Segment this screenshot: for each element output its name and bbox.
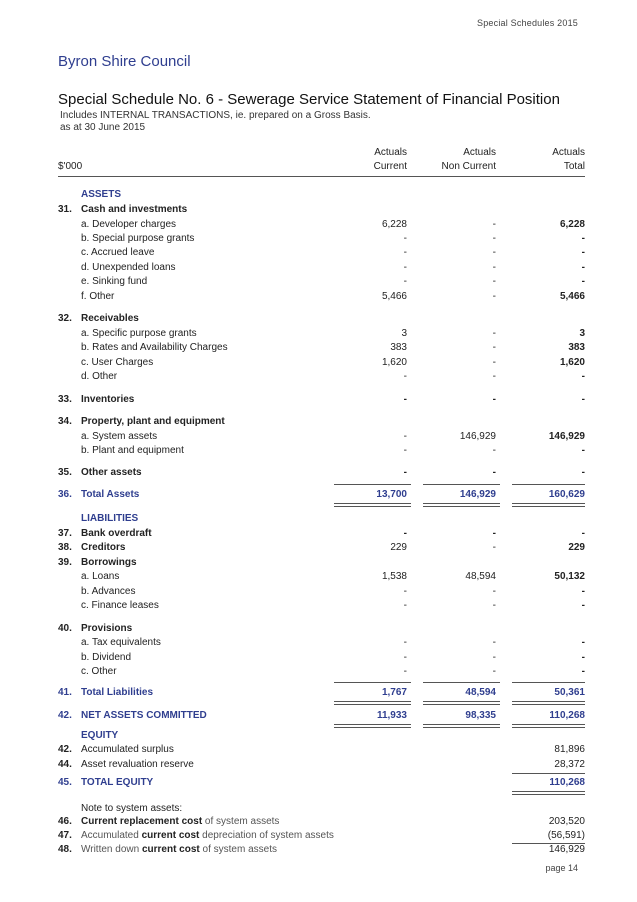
cell-rows-r41-c3: 50,361 [554, 687, 585, 698]
cell-rows-r40a-c2: - [492, 637, 496, 648]
cell-rows-r34a-c2: 146,929 [459, 431, 496, 442]
cell-rows-r40c-c3: - [581, 666, 585, 677]
page-number: page 14 [545, 863, 578, 873]
rule-above-total-liab-c3 [512, 682, 585, 683]
cell-rows-r32c-c1: 1,620 [381, 357, 407, 368]
row-40b [58, 651, 585, 665]
row-34b [58, 444, 585, 458]
cell-rows-r40a-c1: - [403, 637, 407, 648]
cell-rows-r40b-c3: - [581, 652, 585, 663]
cell-rows-r32a-label: a. Specific purpose grants [81, 328, 197, 339]
assets-heading [58, 188, 585, 202]
cell-rows-r38-num: 38. [58, 542, 72, 553]
row-39c [58, 599, 585, 613]
row-31f [58, 290, 585, 304]
cell-rows-r31c-c3: - [581, 247, 585, 258]
cell-rows-r32d-label: d. Other [81, 371, 118, 382]
cell-rows-r41-c1: 1,767 [381, 687, 407, 698]
cell-rows-r39c-label: c. Finance leases [81, 600, 159, 611]
cell-rows-r31a-label: a. Developer charges [81, 219, 177, 230]
cell-note-r48-num: 48. [58, 844, 72, 855]
cell-rows-r31a-c1: 6,228 [381, 219, 407, 230]
cell-rows-r34b-label: b. Plant and equipment [81, 445, 184, 456]
cell-rows-r32d-c3: - [581, 371, 585, 382]
cell-rows-r37-c2: - [492, 528, 496, 539]
cell-note-r47-post: depreciation of system assets [199, 830, 334, 841]
unit-label: $'000 [58, 161, 83, 172]
row-32c [58, 356, 585, 370]
cell-rows-r32c-c2: - [492, 357, 496, 368]
cell-rows-r45-num: 45. [58, 777, 72, 788]
cell-rows-r32-num: 32. [58, 313, 72, 324]
row-31 [58, 203, 585, 217]
cell-rows-r34b-c3: - [581, 445, 585, 456]
cell-rows-r39a-c2: 48,594 [465, 571, 496, 582]
rule-below-total-assets-c2 [423, 503, 500, 507]
cell-rows-r45-c3: 110,268 [549, 777, 585, 788]
rule-above-total-equity [512, 773, 585, 774]
cell-rows-r39-num: 39. [58, 557, 72, 568]
cell-rows-r42-label: NET ASSETS COMMITTED [81, 710, 207, 721]
cell-rows-r31f-c1: 5,466 [381, 291, 407, 302]
cell-note-r48-pre: Written down [81, 844, 142, 855]
row-32a [58, 327, 585, 341]
cell-rows-r42-num: 42. [58, 710, 72, 721]
cell-rows-r32b-c1: 383 [390, 342, 407, 353]
cell-rows-r39a-label: a. Loans [81, 571, 120, 582]
row-32 [58, 312, 585, 326]
rule-above-total-assets-c3 [512, 484, 585, 485]
cell-rows-r39b-c2: - [492, 586, 496, 597]
council-name: Byron Shire Council [58, 53, 191, 70]
cell-rows-r32a-c1: 3 [401, 328, 407, 339]
cell-rows-r33-c3: - [581, 394, 585, 405]
rule-below-total-liab-c1 [334, 701, 411, 705]
cell-rows-r39c-c3: - [581, 600, 585, 611]
cell-rows-r31f-label: f. Other [81, 291, 115, 302]
header-rule [58, 176, 585, 177]
cell-rows-r42e-c3: 81,896 [554, 744, 585, 755]
row-31a [58, 218, 585, 232]
cell-rows-r39b-label: b. Advances [81, 586, 136, 597]
rule-below-total-assets-c1 [334, 503, 411, 507]
row-32b [58, 341, 585, 355]
cell-rows-r39b-c1: - [403, 586, 407, 597]
cell-note-r47-num: 47. [58, 830, 72, 841]
cell-rows-r40-label: Provisions [81, 623, 133, 634]
cell-rows-r38-c1: 229 [390, 542, 407, 553]
col1-header-top: Actuals [374, 147, 407, 158]
cell-note-r48-bold: current cost [141, 844, 200, 855]
cell-rows-r35-c2: - [492, 467, 496, 478]
cell-rows-r42e-label: Accumulated surplus [81, 744, 174, 755]
row-33 [58, 393, 585, 407]
cell-rows-r39c-c1: - [403, 600, 407, 611]
cell-rows-equity_heading: EQUITY [81, 730, 119, 741]
cell-note-r46-num: 46. [58, 816, 72, 827]
cell-rows-r41-c2: 48,594 [465, 687, 496, 698]
cell-rows-r35-c1: - [403, 467, 407, 478]
cell-rows-r32-label: Receivables [81, 313, 139, 324]
subtitle-basis: Includes INTERNAL TRANSACTIONS, ie. prepared on a Gross Basis. [60, 110, 371, 121]
cell-rows-r31c-c1: - [403, 247, 407, 258]
cell-note-r46-post: of system assets [202, 816, 280, 827]
cell-rows-r31f-c3: 5,466 [559, 291, 585, 302]
rule-below-total-liab-c2 [423, 701, 500, 705]
cell-rows-r36-label: Total Assets [81, 489, 140, 500]
cell-rows-r34b-c2: - [492, 445, 496, 456]
cell-rows-r34-num: 34. [58, 416, 72, 427]
row-48 [58, 843, 585, 857]
rule-below-net-assets-c1 [334, 724, 411, 728]
row-40c [58, 665, 585, 679]
cell-rows-r39a-c1: 1,538 [381, 571, 407, 582]
row-42-accumulated-surplus [58, 743, 585, 757]
cell-rows-r40c-c2: - [492, 666, 496, 677]
cell-rows-r31d-label: d. Unexpended loans [81, 262, 176, 273]
subtitle-date: as at 30 June 2015 [60, 122, 146, 133]
cell-rows-r44-c3: 28,372 [554, 759, 585, 770]
cell-rows-r34a-c3: 146,929 [548, 431, 585, 442]
row-34 [58, 415, 585, 429]
cell-rows-r37-c3: - [581, 528, 585, 539]
cell-rows-r31e-c3: - [581, 276, 585, 287]
row-31c [58, 246, 585, 260]
cell-rows-r42e-num: 42. [58, 744, 72, 755]
col3-header-top: Actuals [552, 147, 585, 158]
cell-rows-r32d-c1: - [403, 371, 407, 382]
cell-rows-r35-label: Other assets [81, 467, 142, 478]
equity-heading [58, 729, 585, 743]
row-42-net-assets [58, 709, 585, 723]
cell-note-r46-val: 203,520 [548, 816, 585, 827]
cell-rows-r36-c3: 160,629 [548, 489, 585, 500]
cell-rows-r44-label: Asset revaluation reserve [81, 759, 194, 770]
cell-rows-r37-num: 37. [58, 528, 72, 539]
cell-note-r48-val: 146,929 [548, 844, 585, 855]
rule-below-total-liab-c3 [512, 701, 585, 705]
rule-below-total-equity [512, 791, 585, 795]
cell-rows-r31a-c3: 6,228 [559, 219, 585, 230]
row-39a [58, 570, 585, 584]
col1-header-bottom: Current [373, 161, 407, 172]
cell-note-r46-pre: Current replacement cost [81, 816, 203, 827]
cell-rows-r44-num: 44. [58, 759, 72, 770]
cell-rows-r34b-c1: - [403, 445, 407, 456]
row-34a [58, 430, 585, 444]
row-35 [58, 466, 585, 480]
cell-rows-r39c-c2: - [492, 600, 496, 611]
cell-rows-r31b-label: b. Special purpose grants [81, 233, 195, 244]
rule-below-net-assets-c2 [423, 724, 500, 728]
cell-rows-r31e-c1: - [403, 276, 407, 287]
cell-note-r47-val: (56,591) [547, 830, 585, 841]
cell-rows-r42-c2: 98,335 [465, 710, 496, 721]
row-40a [58, 636, 585, 650]
note-heading: Note to system assets: [81, 803, 183, 814]
row-44 [58, 758, 585, 772]
cell-rows-r34a-c1: - [403, 431, 407, 442]
row-40 [58, 622, 585, 636]
rule-above-total-liab-c1 [334, 682, 411, 683]
row-36-total-assets [58, 488, 585, 502]
cell-rows-r42-c3: 110,268 [549, 710, 585, 721]
cell-rows-r39-label: Borrowings [81, 557, 137, 568]
cell-rows-r36-c1: 13,700 [376, 489, 407, 500]
cell-rows-r31e-c2: - [492, 276, 496, 287]
cell-rows-r40a-label: a. Tax equivalents [81, 637, 161, 648]
cell-rows-r32a-c3: 3 [579, 328, 585, 339]
page-title: Special Schedule No. 6 - Sewerage Service Statement of Financial Position [58, 91, 560, 108]
rule-above-total-assets-c1 [334, 484, 411, 485]
rule-above-total-liab-c2 [423, 682, 500, 683]
cell-rows-r36-c2: 146,929 [459, 489, 496, 500]
cell-rows-r32c-label: c. User Charges [81, 357, 154, 368]
row-31d [58, 261, 585, 275]
cell-rows-r31d-c3: - [581, 262, 585, 273]
cell-rows-r40b-c1: - [403, 652, 407, 663]
cell-rows-r40-num: 40. [58, 623, 72, 634]
cell-rows-r31b-c1: - [403, 233, 407, 244]
cell-rows-r39b-c3: - [581, 586, 585, 597]
cell-rows-liab_heading: LIABILITIES [81, 513, 139, 524]
row-47 [58, 829, 585, 843]
cell-rows-r32b-c3: 383 [568, 342, 585, 353]
row-46 [58, 815, 585, 829]
cell-rows-r31a-c2: - [492, 219, 496, 230]
cell-rows-r40b-c2: - [492, 652, 496, 663]
cell-note-r47-pre: Accumulated [81, 830, 142, 841]
row-39 [58, 556, 585, 570]
cell-rows-r36-num: 36. [58, 489, 72, 500]
row-32d [58, 370, 585, 384]
cell-rows-r39a-c3: 50,132 [554, 571, 585, 582]
cell-rows-r35-c3: - [581, 467, 585, 478]
cell-rows-r32c-c3: 1,620 [559, 357, 585, 368]
cell-rows-r42-c1: 11,933 [376, 710, 407, 721]
cell-rows-r31c-c2: - [492, 247, 496, 258]
cell-note-r48-post: of system assets [199, 844, 277, 855]
cell-rows-r32a-c2: - [492, 328, 496, 339]
cell-rows-r38-label: Creditors [81, 542, 126, 553]
cell-rows-r38-c3: 229 [568, 542, 585, 553]
cell-rows-assets_heading: ASSETS [81, 189, 122, 200]
cell-rows-r33-num: 33. [58, 394, 72, 405]
cell-rows-r31c-label: c. Accrued leave [81, 247, 155, 258]
rule-below-net-assets-c3 [512, 724, 585, 728]
row-38 [58, 541, 585, 555]
cell-rows-r31-num: 31. [58, 204, 72, 215]
cell-rows-r31-label: Cash and investments [81, 204, 188, 215]
cell-rows-r31b-c3: - [581, 233, 585, 244]
cell-rows-r40b-label: b. Dividend [81, 652, 132, 663]
col2-header-top: Actuals [463, 147, 496, 158]
running-header: Special Schedules 2015 [477, 18, 578, 28]
cell-rows-r31b-c2: - [492, 233, 496, 244]
cell-rows-r37-c1: - [403, 528, 407, 539]
cell-rows-r38-c2: - [492, 542, 496, 553]
col3-header-bottom: Total [563, 161, 585, 172]
cell-rows-r40c-label: c. Other [81, 666, 117, 677]
cell-rows-r34-label: Property, plant and equipment [81, 416, 225, 427]
cell-rows-r31d-c1: - [403, 262, 407, 273]
cell-rows-r34a-label: a. System assets [81, 431, 158, 442]
row-37 [58, 527, 585, 541]
cell-rows-r33-c2: - [492, 394, 496, 405]
cell-rows-r32b-label: b. Rates and Availability Charges [81, 342, 228, 353]
rule-below-total-assets-c3 [512, 503, 585, 507]
row-39b [58, 585, 585, 599]
cell-rows-r40a-c3: - [581, 637, 585, 648]
row-31b [58, 232, 585, 246]
cell-rows-r33-c1: - [403, 394, 407, 405]
cell-note-r47-bold: current cost [141, 830, 200, 841]
cell-rows-r32b-c2: - [492, 342, 496, 353]
cell-rows-r33-label: Inventories [81, 394, 135, 405]
liabilities-heading [58, 512, 585, 526]
row-45-total-equity [58, 776, 585, 790]
cell-rows-r31e-label: e. Sinking fund [81, 276, 148, 287]
cell-rows-r37-label: Bank overdraft [81, 528, 152, 539]
rule-above-total-assets-c2 [423, 484, 500, 485]
cell-rows-r41-num: 41. [58, 687, 72, 698]
cell-rows-r31d-c2: - [492, 262, 496, 273]
row-41-total-liabilities [58, 686, 585, 700]
cell-rows-r41-label: Total Liabilities [81, 687, 154, 698]
row-31e [58, 275, 585, 289]
cell-rows-r40c-c1: - [403, 666, 407, 677]
col2-header-bottom: Non Current [441, 161, 496, 172]
cell-rows-r31f-c2: - [492, 291, 496, 302]
cell-rows-r35-num: 35. [58, 467, 72, 478]
cell-rows-r45-label: TOTAL EQUITY [81, 777, 154, 788]
cell-rows-r32d-c2: - [492, 371, 496, 382]
